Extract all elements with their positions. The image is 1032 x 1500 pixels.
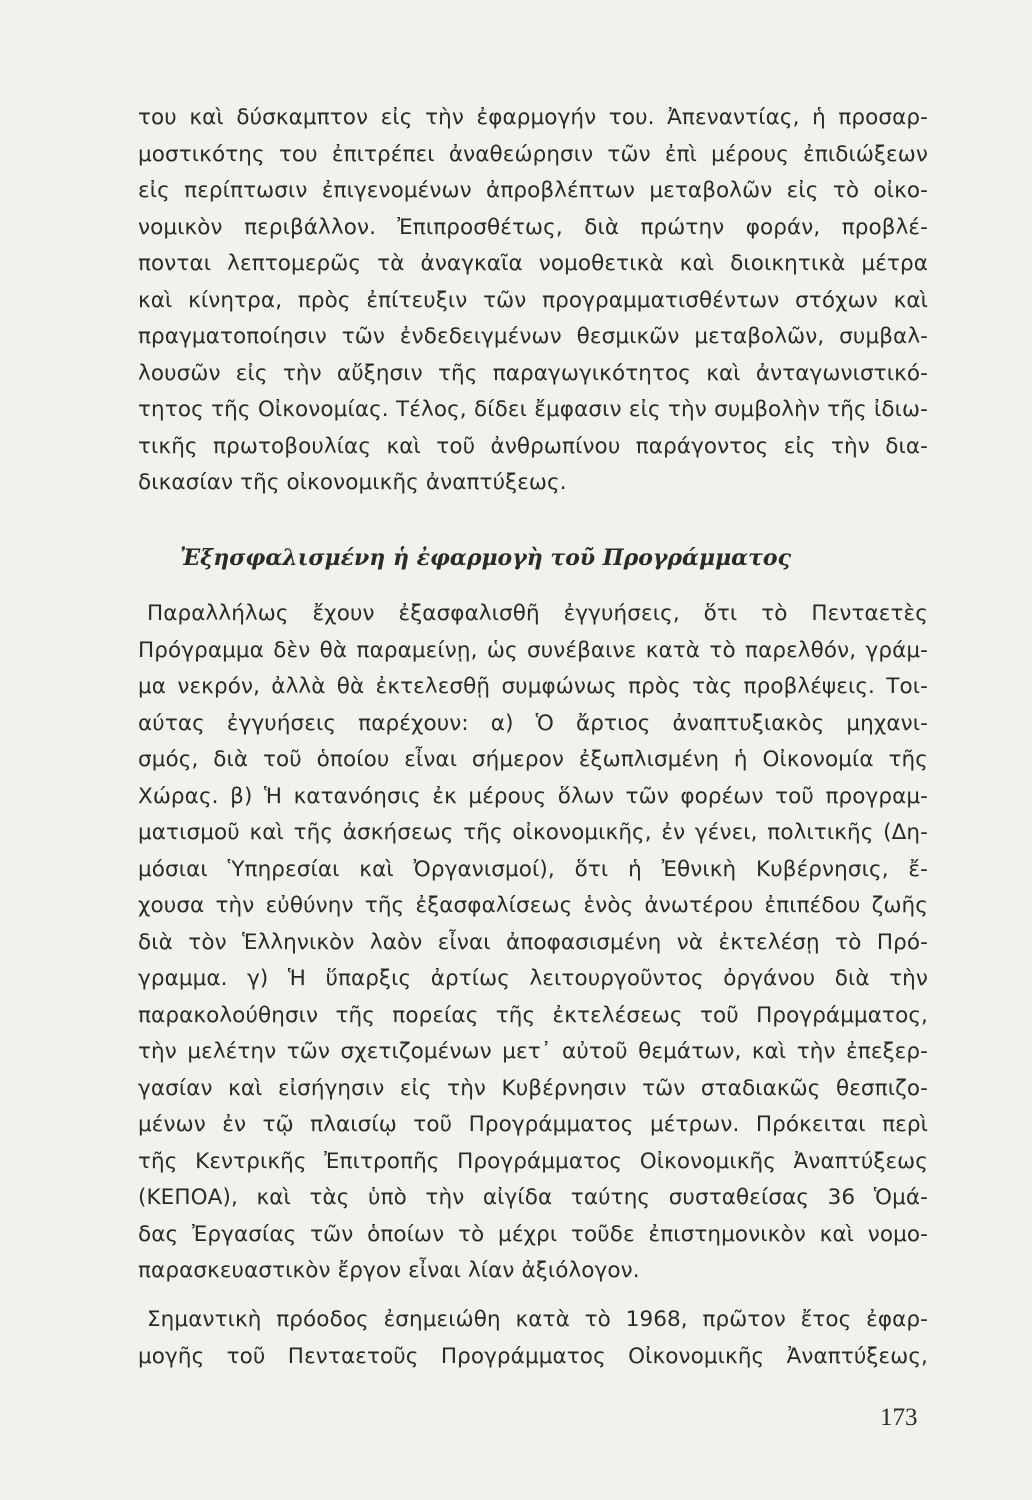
- text-line: Χώρας. β) Ἡ κατανόησις ἐκ μέρους ὅλων τῶν φορέων τοῦ προγραμ-: [138, 783, 928, 809]
- text-line: αύτας ἐγγυήσεις παρέχουν: α) Ὁ ἄρτιος ἀναπτυξιακὸς μηχανι-: [138, 710, 928, 736]
- text-line: πραγματοποίησιν τῶν ἐνδεδειγμένων θεσμικῶν μεταβολῶν, συμβαλ-: [138, 324, 928, 349]
- text-line: Σημαντικὴ πρόοδος ἐσημειώθη κατὰ τὸ 1968, πρῶτον ἔτος ἐφαρ-: [147, 1307, 928, 1332]
- text-line: νομικὸν περιβάλλον. Ἐπιπροσθέτως, διὰ πρώτην φοράν, προβλέ-: [138, 214, 928, 240]
- text-line: διὰ τὸν Ἑλληνικὸν λαὸν εἶναι ἀποφασισμένη νὰ ἐκτελέσῃ τὸ Πρό-: [138, 929, 928, 955]
- text-line: ματισμοῦ καὶ τῆς ἀσκήσεως τῆς οἰκονομικῆς, ἐν γένει, πολιτικῆς (Δη-: [138, 820, 928, 845]
- text-line: παρασκευαστικὸν ἔργον εἶναι λίαν ἀξιόλογον.: [138, 1258, 640, 1283]
- text-line: τικῆς πρωτοβουλίας καὶ τοῦ ἀνθρωπίνου παράγοντος εἰς τὴν δια-: [138, 433, 928, 459]
- paragraph-1: [138, 100, 928, 502]
- text-line: μένων ἐν τῷ πλαισίῳ τοῦ Προγράμματος μέτρων. Πρόκειται περὶ: [138, 1112, 928, 1137]
- text-line: μογῆς τοῦ Πενταετοῦς Προγράμματος Οἰκονομικῆς Ἀναπτύξεως,: [138, 1343, 928, 1369]
- text-line: τῆς Κεντρικῆς Ἐπιτροπῆς Προγράμματος Οἰκονομικῆς Ἀναπτύξεως: [138, 1148, 928, 1174]
- text-line: γραμμα. γ) Ἡ ὕπαρξις ἀρτίως λειτουργοῦντος ὀργάνου διὰ τὴν: [138, 966, 928, 991]
- text-line: παρακολούθησιν τῆς πορείας τῆς ἐκτελέσεως τοῦ Προγράμματος,: [138, 1002, 928, 1028]
- text-line: δας Ἐργασίας τῶν ὁποίων τὸ μέχρι τοῦδε ἐπιστημονικὸν καὶ νομο-: [138, 1221, 928, 1247]
- text-line: γασίαν καὶ εἰσήγησιν εἰς τὴν Κυβέρνησιν τῶν σταδιακῶς θεσπιζο-: [138, 1075, 928, 1101]
- text-line: Πρόγραμμα δὲν θὰ παραμείνῃ, ὡς συνέβαινε κατὰ τὸ παρελθόν, γράμ-: [138, 637, 928, 663]
- text-line: μόσιαι Ὑπηρεσίαι καὶ Ὀργανισμοί), ὅτι ἡ Ἐθνικὴ Κυβέρνησις, ἔ-: [138, 856, 928, 882]
- text-line: μοστικότης του ἐπιτρέπει ἀναθεώρησιν τῶν ἐπὶ μέρους ἐπιδιώξεων: [138, 141, 928, 167]
- text-line: μα νεκρόν, ἀλλὰ θὰ ἐκτελεσθῇ συμφώνως πρὸς τὰς προβλέψεις. Τοι-: [138, 674, 928, 699]
- paragraph-2: [138, 596, 928, 1290]
- section-heading: Ἐξησφαλισμένη ἡ ἐφαρμογὴ τοῦ Προγράμματος: [180, 545, 791, 571]
- text-line: πονται λεπτομερῶς τὰ ἀναγκαῖα νομοθετικὰ καὶ διοικητικὰ μέτρα: [138, 251, 928, 276]
- text-line: τὴν μελέτην τῶν σχετιζομένων μετ᾽ αὐτοῦ θεμάτων, καὶ τὴν ἐπεξερ-: [138, 1039, 928, 1064]
- text-line: καὶ κίνητρα, πρὸς ἐπίτευξιν τῶν προγραμματισθέντων στόχων καὶ: [138, 287, 928, 313]
- text-line: σμός, διὰ τοῦ ὁποίου εἶναι σήμερον ἐξωπλισμένη ἡ Οἰκονομία τῆς: [138, 747, 928, 772]
- text-line: Παραλλήλως ἔχουν ἐξασφαλισθῆ ἐγγυήσεις, ὅτι τὸ Πενταετὲς: [147, 601, 928, 626]
- paragraph-3: [138, 1302, 928, 1375]
- text-line: χουσα τὴν εὐθύνην τῆς ἐξασφαλίσεως ἑνὸς ἀνωτέρου ἐπιπέδου ζωῆς: [138, 893, 928, 918]
- page-number: 173: [880, 1404, 918, 1431]
- text-line: λουσῶν εἰς τὴν αὔξησιν τῆς παραγωγικότητος καὶ ἀνταγωνιστικό-: [138, 360, 928, 386]
- text-line: (ΚΕΠΟΑ), καὶ τὰς ὑπὸ τὴν αἰγίδα ταύτης συσταθείσας 36 Ὁμά-: [138, 1185, 928, 1210]
- text-line: τητος τῆς Οἰκονομίας. Τέλος, δίδει ἔμφασιν εἰς τὴν συμβολὴν τῆς ἰδιω-: [138, 397, 928, 422]
- text-line: δικασίαν τῆς οἰκονομικῆς ἀναπτύξεως.: [138, 470, 567, 495]
- text-line: εἰς περίπτωσιν ἐπιγενομένων ἀπροβλέπτων μεταβολῶν εἰς τὸ οἰκο-: [138, 178, 928, 203]
- text-line: του καὶ δύσκαμπτον εἰς τὴν ἐφαρμογήν του. Ἀπεναντίας, ἡ προσαρ-: [138, 105, 928, 130]
